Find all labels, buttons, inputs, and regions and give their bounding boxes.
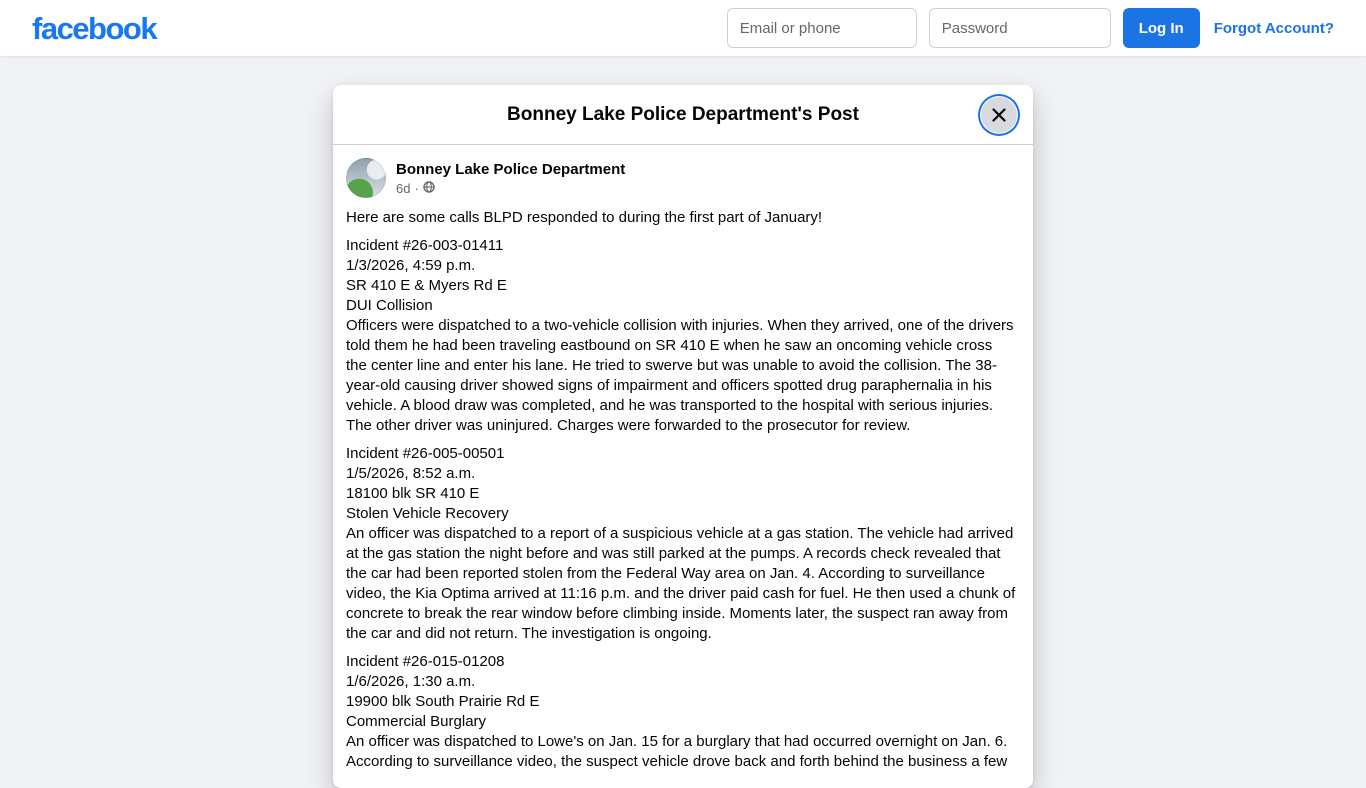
avatar[interactable] (346, 158, 386, 198)
incident-location: SR 410 E & Myers Rd E (346, 277, 507, 294)
incident-id: Incident #26-015-01208 (346, 653, 505, 670)
top-navigation-bar (0, 0, 1366, 56)
incident-block (346, 652, 1017, 772)
globe-privacy-icon (423, 180, 435, 197)
post-modal (333, 85, 1033, 788)
password-field[interactable] (929, 8, 1111, 48)
incident-block (346, 444, 1017, 644)
meta-separator: · (414, 180, 419, 196)
close-button[interactable] (981, 97, 1017, 133)
incident-description: Officers were dispatched to a two-vehicle collision with injuries. When they arrived, one of the drivers told them he had been traveling eastbound on SR 410 E when he saw an oncoming vehicle cross the center line and enter his lane. He tried to swerve but was unable to avoid the collision. The 38-year-old causing driver showed signs of impairment and officers spotted drug paraphernalia in his vehicle. A blood draw was completed, and he was transported to the hospital with serious injuries. The other driver was uninjured. Charges were forwarded to the prosecutor for review. (346, 317, 1014, 434)
forgot-account-link[interactable]: Forgot Account? (1213, 19, 1334, 37)
email-field[interactable] (727, 8, 917, 48)
incident-type: Stolen Vehicle Recovery (346, 505, 509, 522)
author-block (396, 158, 625, 197)
post-meta (396, 179, 625, 197)
incident-location: 18100 blk SR 410 E (346, 485, 480, 502)
incident-location: 19900 blk South Prairie Rd E (346, 693, 540, 710)
post-modal-header (333, 85, 1033, 145)
incident-datetime: 1/5/2026, 8:52 a.m. (346, 465, 476, 482)
incident-type: Commercial Burglary (346, 713, 487, 730)
close-icon (990, 106, 1008, 124)
incident-id: Incident #26-005-00501 (346, 445, 505, 462)
incident-type: DUI Collision (346, 297, 433, 314)
post-author-header (333, 145, 1033, 206)
incident-block (346, 236, 1017, 436)
login-button[interactable]: Log In (1123, 8, 1200, 48)
incident-id: Incident #26-003-01411 (346, 237, 504, 254)
post-body (333, 206, 1033, 788)
incident-description: An officer was dispatched to Lowe's on Jan. 15 for a burglary that had occurred overnight on Jan. 6. According to surveillance video, the suspect vehicle drove back and forth behind the business a few (346, 733, 1008, 770)
post-modal-title: Bonney Lake Police Department's Post (507, 103, 859, 125)
login-form (727, 8, 1334, 48)
incident-datetime: 1/6/2026, 1:30 a.m. (346, 673, 476, 690)
facebook-logo[interactable]: facebook (32, 10, 157, 46)
incident-datetime: 1/3/2026, 4:59 p.m. (346, 257, 476, 274)
post-intro-text: Here are some calls BLPD responded to during the first part of January! (346, 209, 823, 226)
incident-description: An officer was dispatched to a report of a suspicious vehicle at a gas station. The vehicle had arrived at the gas station the night before and was still parked at the pumps. A records check revealed that the car had been reported stolen from the Federal Way area on Jan. 4. According to surveillance video, the Kia Optima arrived at 11:16 p.m. and the driver paid cash for fuel. He then used a chunk of concrete to break the rear window before climbing inside. Moments later, the suspect ran away from the car and did not return. The investigation is ongoing. (346, 525, 1016, 642)
post-timestamp[interactable]: 6d (396, 180, 411, 196)
author-name[interactable]: Bonney Lake Police Department (396, 161, 626, 178)
